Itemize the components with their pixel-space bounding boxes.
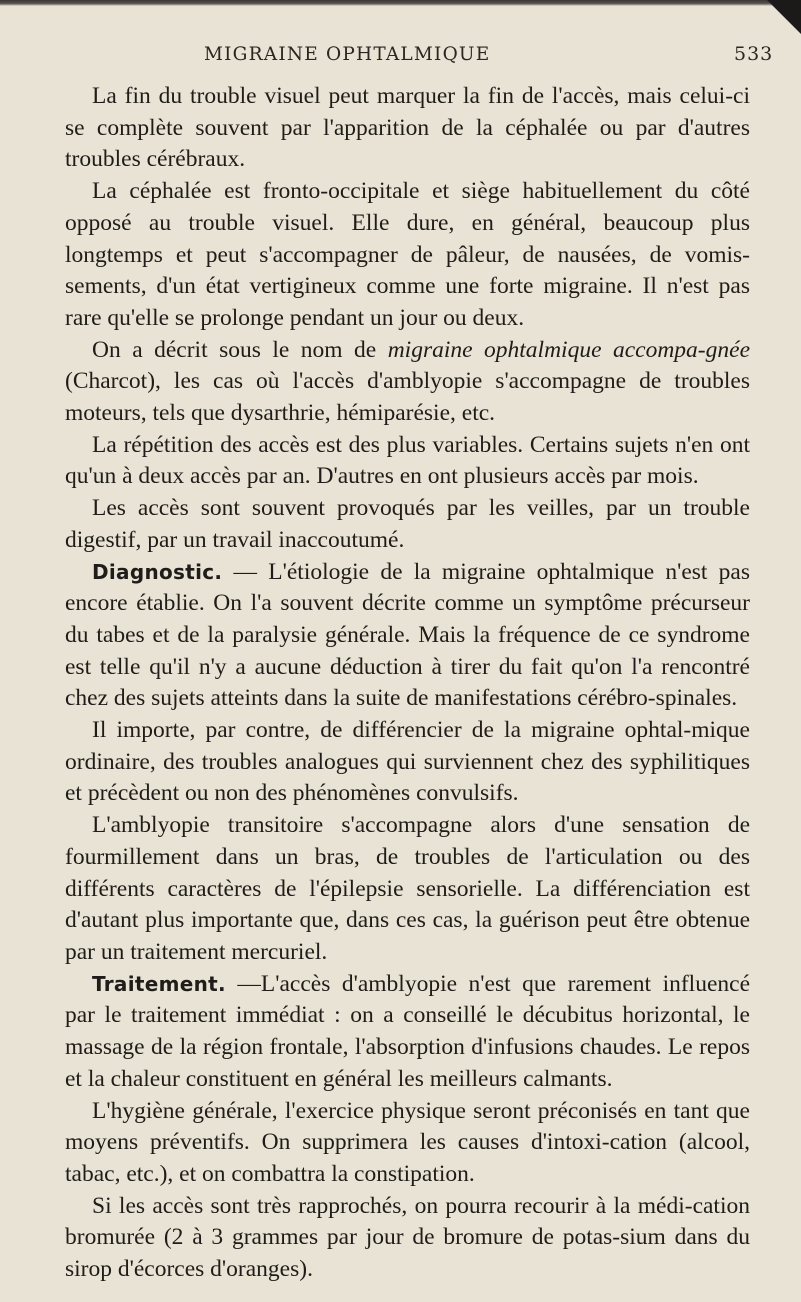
paragraph-text: L'étiologie de la migraine ophtalmique n'est pas encore établie. On l'a souvent décrite comme un symptôme précurseur du tabes et de la paralysie générale. Mais la fréquence de ce syndrome est telle qu'il n'y a aucune déduction à tirer du fait qu'on l'a rencontré chez des sujets atteints dans la suite de manifestations cérébro-spinales. bbox=[65, 558, 750, 712]
italic-term: migraine ophtalmique accompa-gnée bbox=[387, 336, 750, 363]
paragraph-diagnostic bbox=[65, 557, 750, 716]
page-top-edge bbox=[0, 0, 801, 6]
section-heading-traitement: Traitement. bbox=[92, 971, 226, 996]
paragraph-text: (Charcot), les cas où l'accès d'amblyopie s'accompagne de troubles moteurs, tels que dysarthrie, hémiparésie, etc. bbox=[65, 368, 750, 427]
paragraph-cephalee: La céphalée est fronto-occipitale et siège habituellement du côté opposé au trouble visuel. Elle dure, en général, beaucoup plus longtemps et peut s'accompagner de pâleur, de nausées, de vomis-sements, d'un état vertigineux comme une forte migraine. Il n'est pas rare qu'elle se prolonge pendant un jour ou deux. bbox=[65, 178, 750, 331]
heading-dash: — bbox=[222, 558, 269, 585]
heading-dash: — bbox=[225, 970, 261, 997]
paragraph-repetition: La répétition des accès est des plus variables. Certains sujets n'en ont qu'un à deux accès par an. D'autres en ont plusieurs accès par mois. bbox=[65, 431, 750, 490]
paragraph-causes: Les accès sont souvent provoqués par les veilles, par un trouble digestif, par un travail inaccoutumé. bbox=[65, 495, 750, 553]
page-corner-fold bbox=[767, 0, 801, 34]
paragraph-bromure: Si les accès sont très rapprochés, on pourra recourir à la médi-cation bromurée (2 à 3 grammes par jour de bromure de potas-sium dans du sirop d'écorces d'oranges). bbox=[65, 1192, 750, 1283]
section-heading-diagnostic: Diagnostic. bbox=[92, 559, 223, 584]
paragraph-migraine-accompagnee bbox=[65, 335, 750, 430]
body-text bbox=[65, 81, 750, 1286]
paragraph-amblyopie: L'amblyopie transitoire s'accompagne alors d'une sensation de fourmillement dans un bras, de troubles de l'articulation ou des différents caractères de l'épilepsie sensorielle. La différenciation est d'autant plus importante que, dans ces cas, la guérison peut être obtenue par un traitement mercuriel. bbox=[65, 812, 750, 965]
paragraph-traitement bbox=[65, 969, 750, 1096]
paragraph-visual-trouble-end: La fin du trouble visuel peut marquer la fin de l'accès, mais celui-ci se complète souvent par l'apparition de la céphalée ou par d'autres troubles cérébraux. bbox=[65, 83, 750, 173]
paragraph-text: On a décrit sous le nom de bbox=[92, 336, 388, 363]
running-header bbox=[0, 40, 801, 70]
paragraph-text: L'accès d'amblyopie n'est que rarement influencé par le traitement immédiat : on a conseillé le décubitus horizontal, le massage de la région frontale, l'absorption d'infusions chaudes. Le repos et la chaleur constituent en général les meilleurs calmants. bbox=[65, 970, 751, 1092]
running-title: MIGRAINE OPHTALMIQUE bbox=[204, 44, 491, 65]
paragraph-hygiene: L'hygiène générale, l'exercice physique seront préconisés en tant que moyens préventifs. On supprimera les causes d'intoxi-cation (alcool, tabac, etc.), et on combattra la constipation. bbox=[65, 1097, 750, 1187]
page-number: 533 bbox=[734, 43, 774, 65]
paragraph-differencier: Il importe, par contre, de différencier de la migraine ophtal-mique ordinaire, des troubles analogues qui surviennent chez des syphilitiques et précèdent ou non des phénomènes convulsifs. bbox=[65, 717, 750, 807]
